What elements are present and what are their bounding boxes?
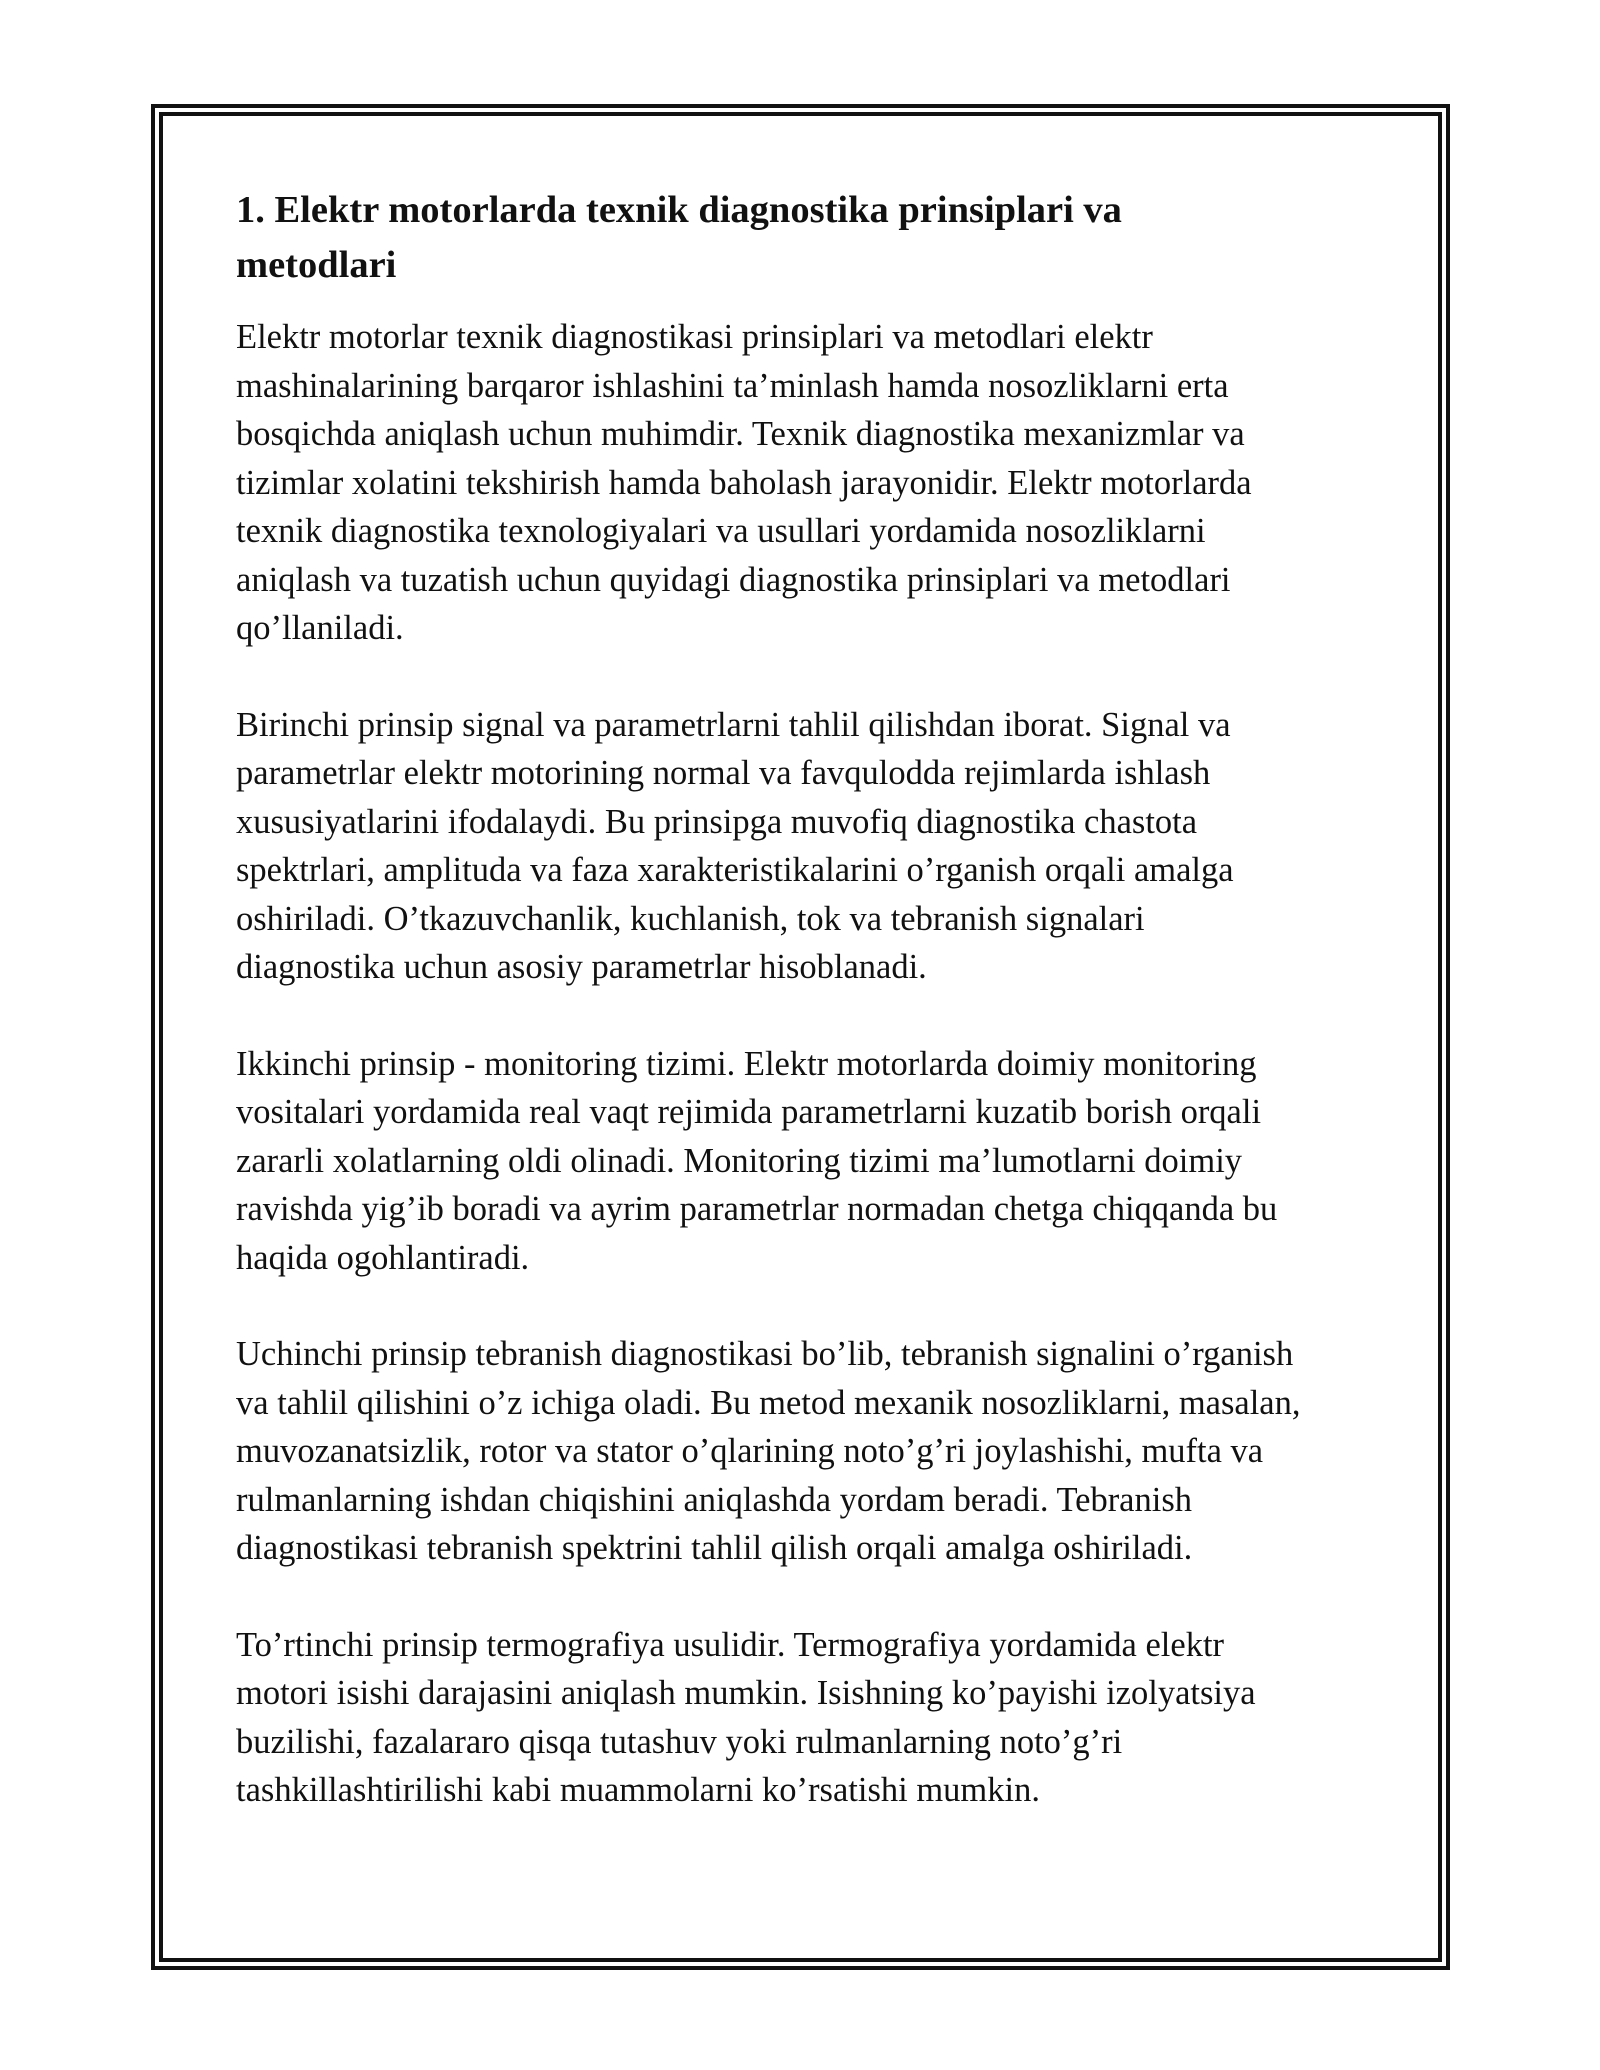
paragraph-first-principle: Birinchi prinsip signal va parametrlarni tahlil qilishdan iborat. Signal va parametrlar elektr motorining normal va favqulodda rejimlarda ishlash xususiyatlarini ifodalaydi. Bu prinsipga muvofiq diagnostika chastota spektrlari, amplituda va faza xarakteristikalarini o’rganish orqali amalga oshiriladi. O’tkazuvchanlik, kuchlanish, tok va tebranish signalari diagnostika uchun asosiy parametrlar hisoblanadi. (236, 705, 1234, 986)
section-heading: 1. Elektr motorlarda texnik diagnostika prinsiplari va metodlari (236, 189, 1122, 286)
document-body (236, 183, 1376, 1863)
paragraph-third-principle: Uchinchi prinsip tebranish diagnostikasi bo’lib, tebranish signalini o’rganish va tahlil qilishini o’z ichiga oladi. Bu metod mexanik nosozliklarni, masalan, muvozanatsizlik, rotor va stator o’qlarining noto’g’ri joylashishi, mufta va rulmanlarning ishdan chiqishini aniqlashda yordam beradi. Tebranish diagnostikasi tebranish spektrini tahlil qilish orqali amalga oshiriladi. (236, 1335, 1301, 1567)
paragraph-intro: Elektr motorlar texnik diagnostikasi prinsiplari va metodlari elektr mashinalarining barqaror ishlashini ta’minlash hamda nosozliklarni erta bosqichda aniqlash uchun muhimdir. Texnik diagnostika mexanizmlar va tizimlar xolatini tekshirish hamda baholash jarayonidir. Elektr motorlarda texnik diagnostika texnologiyalari va usullari yordamida nosozliklarni aniqlash va tuzatish uchun quyidagi diagnostika prinsiplari va metodlari qo’llaniladi. (236, 318, 1252, 647)
paragraph-second-principle: Ikkinchi prinsip - monitoring tizimi. Elektr motorlarda doimiy monitoring vositalari yordamida real vaqt rejimida parametrlarni kuzatib borish orqali zararli xolatlarning oldi olinadi. Monitoring tizimi ma’lumotlarni doimiy ravishda yig’ib boradi va ayrim parametrlar normadan chetga chiqqanda bu haqida ogohlantiradi. (236, 1044, 1278, 1277)
paragraph-fourth-principle: To’rtinchi prinsip termografiya usulidir. Termografiya yordamida elektr motori isishi darajasini aniqlash mumkin. Isishning ko’payishi izolyatsiya buzilishi, fazalararo qisqa tutashuv yoki rulmanlarning noto’g’ri tashkillashtirilishi kabi muammolarni ko’rsatishi mumkin. (236, 1625, 1256, 1809)
